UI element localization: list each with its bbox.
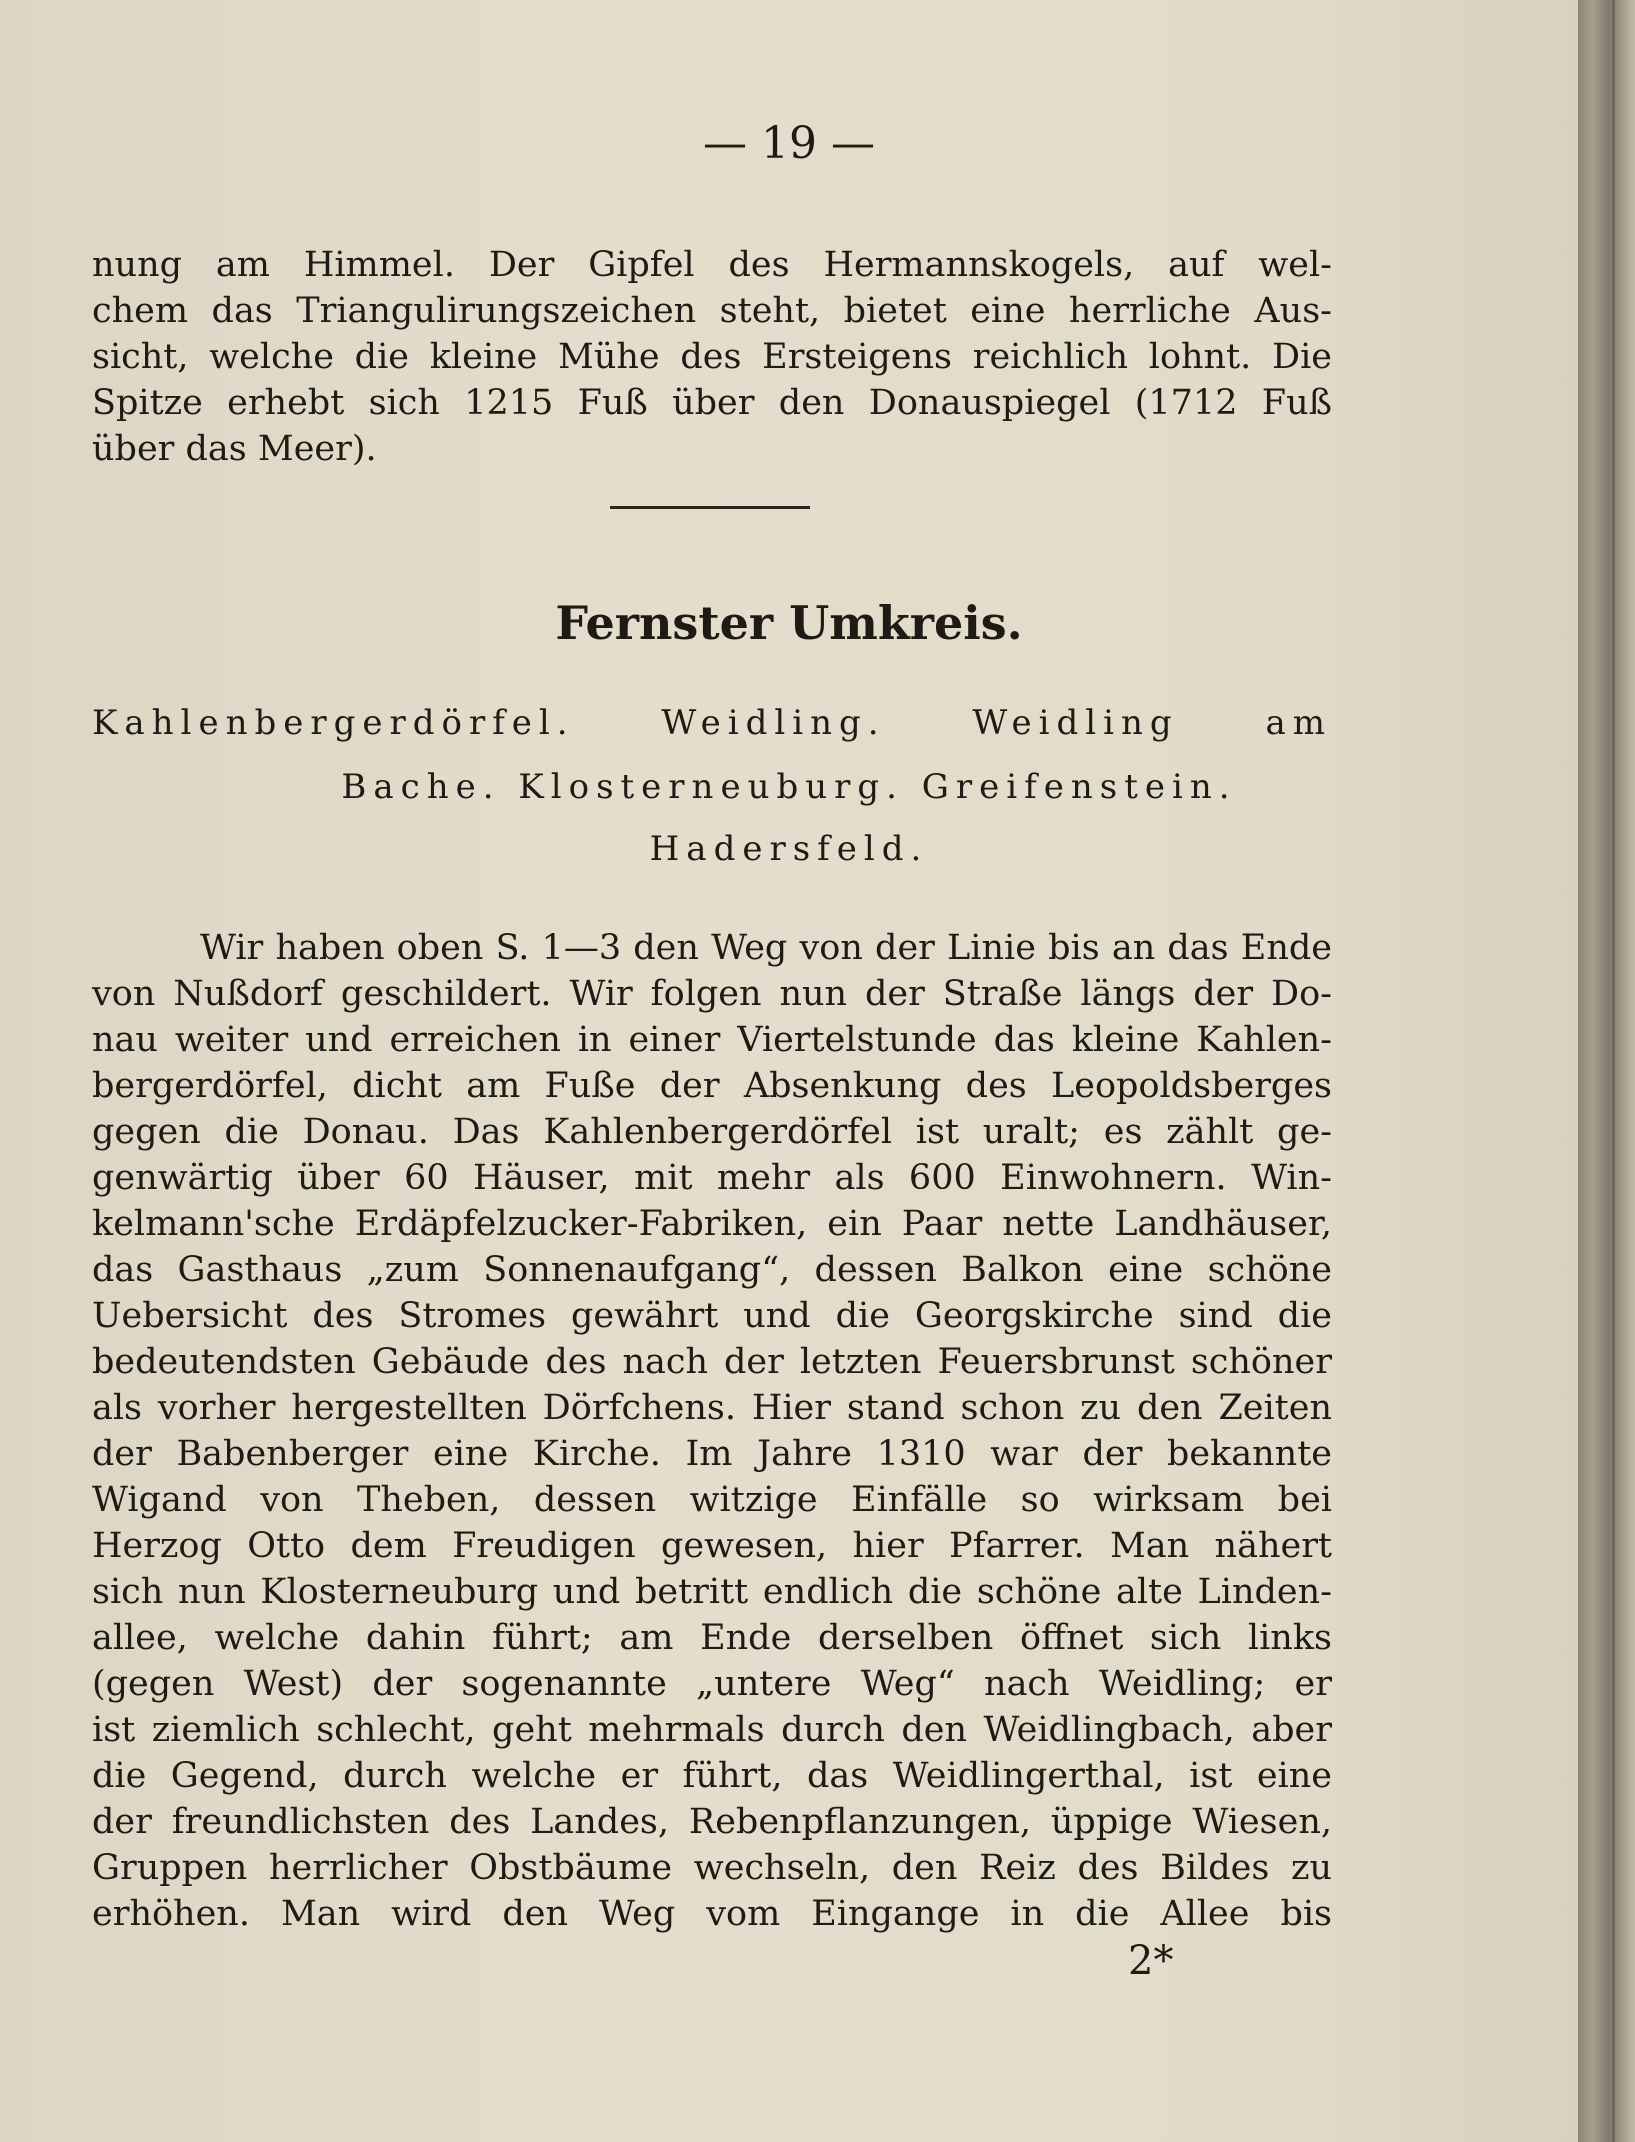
text-line: allee, welche dahin führt; am Ende derselben öffnet sich links bbox=[92, 1618, 1332, 1658]
text-line: Wigand von Theben, dessen witzige Einfälle so wirksam bei bbox=[92, 1480, 1332, 1520]
text-line: nung am Himmel. Der Gipfel des Hermannskogels, auf wel- bbox=[92, 245, 1332, 285]
text-line: von Nußdorf geschildert. Wir folgen nun der Straße längs der Do- bbox=[92, 974, 1332, 1014]
text-line: als vorher hergestellten Dörfchens. Hier stand schon zu den Zeiten bbox=[92, 1388, 1332, 1428]
text-line: Wir haben oben S. 1—3 den Weg von der Linie bis an das Ende bbox=[200, 928, 1332, 968]
subtitle-line: Kahlenbergerdörfel. Weidling. Weidling am bbox=[92, 703, 1332, 743]
text-line: gegen die Donau. Das Kahlenbergerdörfel ist uralt; es zählt ge- bbox=[92, 1112, 1332, 1152]
text-line: nau weiter und erreichen in einer Viertelstunde das kleine Kahlen- bbox=[92, 1020, 1332, 1060]
text-line: (gegen West) der sogenannte „untere Weg“ nach Weidling; er bbox=[92, 1664, 1332, 1704]
text-line: kelmann'sche Erdäpfelzucker-Fabriken, ein Paar nette Landhäuser, bbox=[92, 1204, 1332, 1244]
text-line: der Babenberger eine Kirche. Im Jahre 1310 war der bekannte bbox=[92, 1434, 1332, 1474]
signature-mark: 2* bbox=[1128, 1938, 1174, 1984]
book-binding-line bbox=[1612, 0, 1615, 2142]
book-page-edge bbox=[1578, 0, 1635, 2142]
text-line: sich nun Klosterneuburg und betritt endlich die schöne alte Linden- bbox=[92, 1572, 1332, 1612]
text-line: Herzog Otto dem Freudigen gewesen, hier Pfarrer. Man nähert bbox=[92, 1526, 1332, 1566]
text-line: über das Meer). bbox=[92, 429, 377, 469]
section-title: Fernster Umkreis. bbox=[555, 596, 1023, 650]
page-number: — 19 — bbox=[703, 118, 875, 169]
text-line: ist ziemlich schlecht, geht mehrmals durch den Weidlingbach, aber bbox=[92, 1710, 1332, 1750]
text-line: chem das Triangulirungszeichen steht, bietet eine herrliche Aus- bbox=[92, 291, 1332, 331]
text-line: Gruppen herrlicher Obstbäume wechseln, den Reiz des Bildes zu bbox=[92, 1848, 1332, 1888]
section-divider bbox=[610, 506, 810, 509]
text-line: bergerdörfel, dicht am Fuße der Absenkung des Leopoldsberges bbox=[92, 1066, 1332, 1106]
subtitle-line: Hadersfeld. bbox=[649, 829, 929, 869]
text-line: die Gegend, durch welche er führt, das Weidlingerthal, ist eine bbox=[92, 1756, 1332, 1796]
text-line: erhöhen. Man wird den Weg vom Eingange in die Allee bis bbox=[92, 1894, 1332, 1934]
text-line: sicht, welche die kleine Mühe des Ersteigens reichlich lohnt. Die bbox=[92, 337, 1332, 377]
text-line: Spitze erhebt sich 1215 Fuß über den Donauspiegel (1712 Fuß bbox=[92, 383, 1332, 423]
subtitle-line: Bache. Klosterneuburg. Greifenstein. bbox=[341, 767, 1237, 807]
text-line: genwärtig über 60 Häuser, mit mehr als 600 Einwohnern. Win- bbox=[92, 1158, 1332, 1198]
text-line: bedeutendsten Gebäude des nach der letzten Feuersbrunst schöner bbox=[92, 1342, 1332, 1382]
text-line: das Gasthaus „zum Sonnenaufgang“, dessen Balkon eine schöne bbox=[92, 1250, 1332, 1290]
text-line: Uebersicht des Stromes gewährt und die Georgskirche sind die bbox=[92, 1296, 1332, 1336]
text-line: der freundlichsten des Landes, Rebenpflanzungen, üppige Wiesen, bbox=[92, 1802, 1332, 1842]
